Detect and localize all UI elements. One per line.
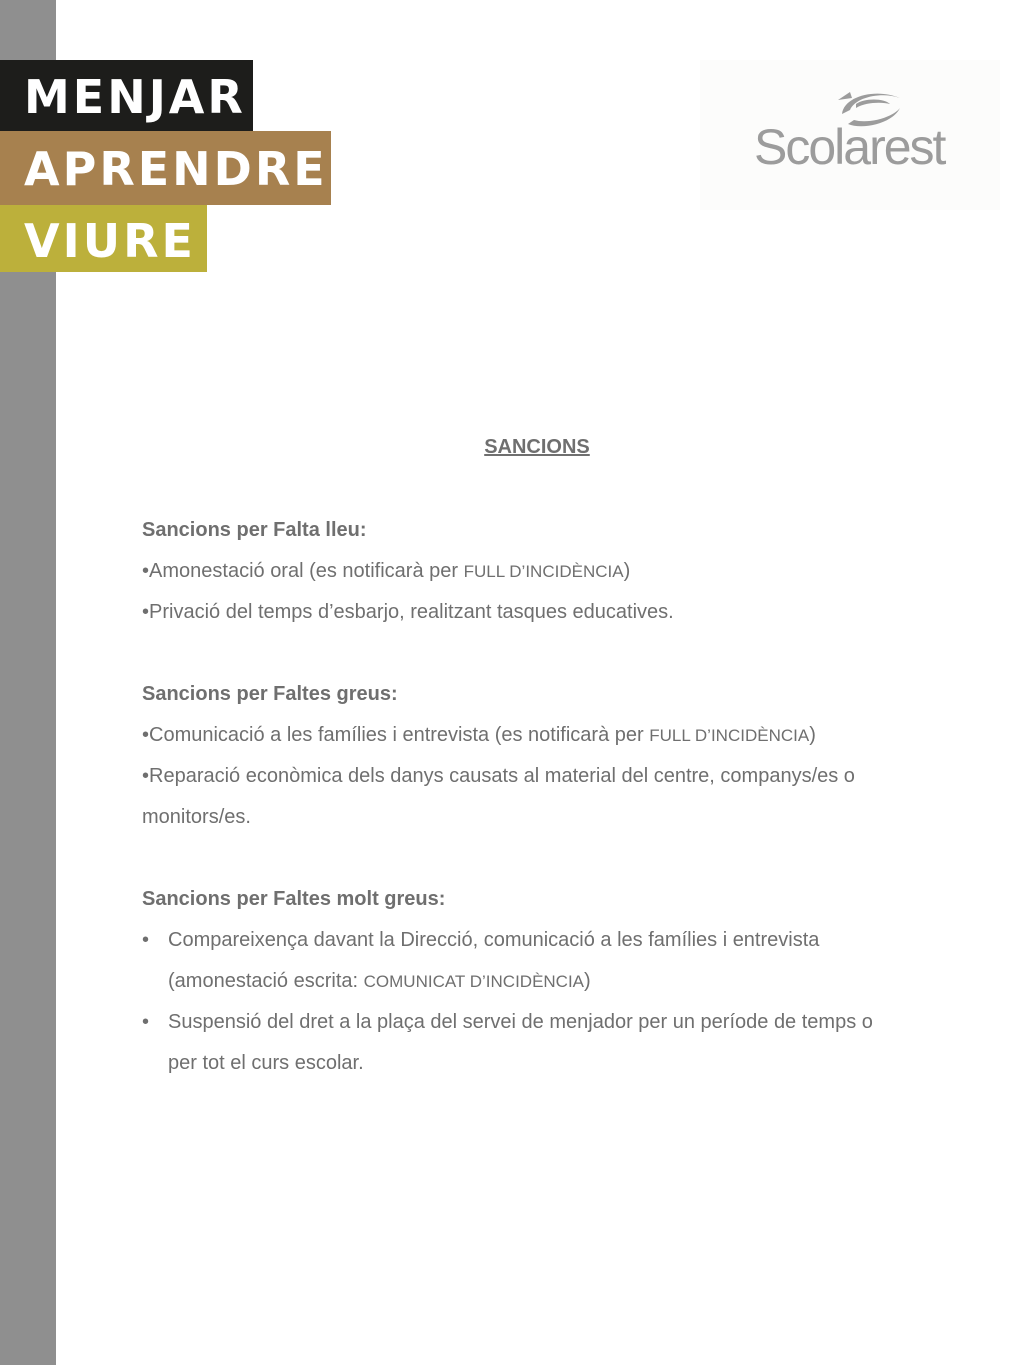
bullet: • bbox=[142, 724, 150, 746]
brand-menjar: MENJAR bbox=[0, 60, 253, 131]
section-heading-lleu: Sancions per Falta lleu: bbox=[142, 519, 367, 541]
list-item: • Suspensió del dret a la plaça del servei de menjador per un període de temps o bbox=[142, 1002, 922, 1043]
section-heading-greus: Sancions per Faltes greus: bbox=[142, 683, 398, 705]
list-item-continuation: (amonestació escrita: COMUNICAT D’INCIDÈNCIA) bbox=[168, 970, 591, 992]
bullet: • bbox=[142, 765, 150, 787]
list-item: •Amonestació oral (es notificarà per FULL D’INCIDÈNCIA) bbox=[142, 560, 631, 582]
list-item: •Reparació econòmica dels danys causats al material del centre, companys/es o bbox=[142, 765, 855, 787]
brand-aprendre: APRENDRE bbox=[0, 131, 331, 205]
page-title: SANCIONS bbox=[484, 436, 590, 458]
bullet: • bbox=[142, 929, 150, 951]
document-body bbox=[142, 428, 922, 1084]
bullet: • bbox=[142, 560, 150, 582]
list-item: •Privació del temps d’esbarjo, realitzant tasques educatives. bbox=[142, 601, 674, 623]
bullet: • bbox=[142, 1011, 150, 1033]
bullet: • bbox=[142, 601, 150, 623]
scolarest-logo bbox=[700, 60, 1000, 210]
brand-viure: VIURE bbox=[0, 205, 207, 272]
list-item: • Compareixença davant la Direcció, comunicació a les famílies i entrevista bbox=[142, 920, 922, 961]
list-item-continuation: monitors/es. bbox=[142, 806, 251, 828]
list-item-continuation: per tot el curs escolar. bbox=[168, 1052, 364, 1074]
section-heading-molt-greus: Sancions per Faltes molt greus: bbox=[142, 888, 446, 910]
logo-text: Scolarest bbox=[754, 119, 945, 175]
list-item: •Comunicació a les famílies i entrevista (es notificarà per FULL D’INCIDÈNCIA) bbox=[142, 724, 816, 746]
